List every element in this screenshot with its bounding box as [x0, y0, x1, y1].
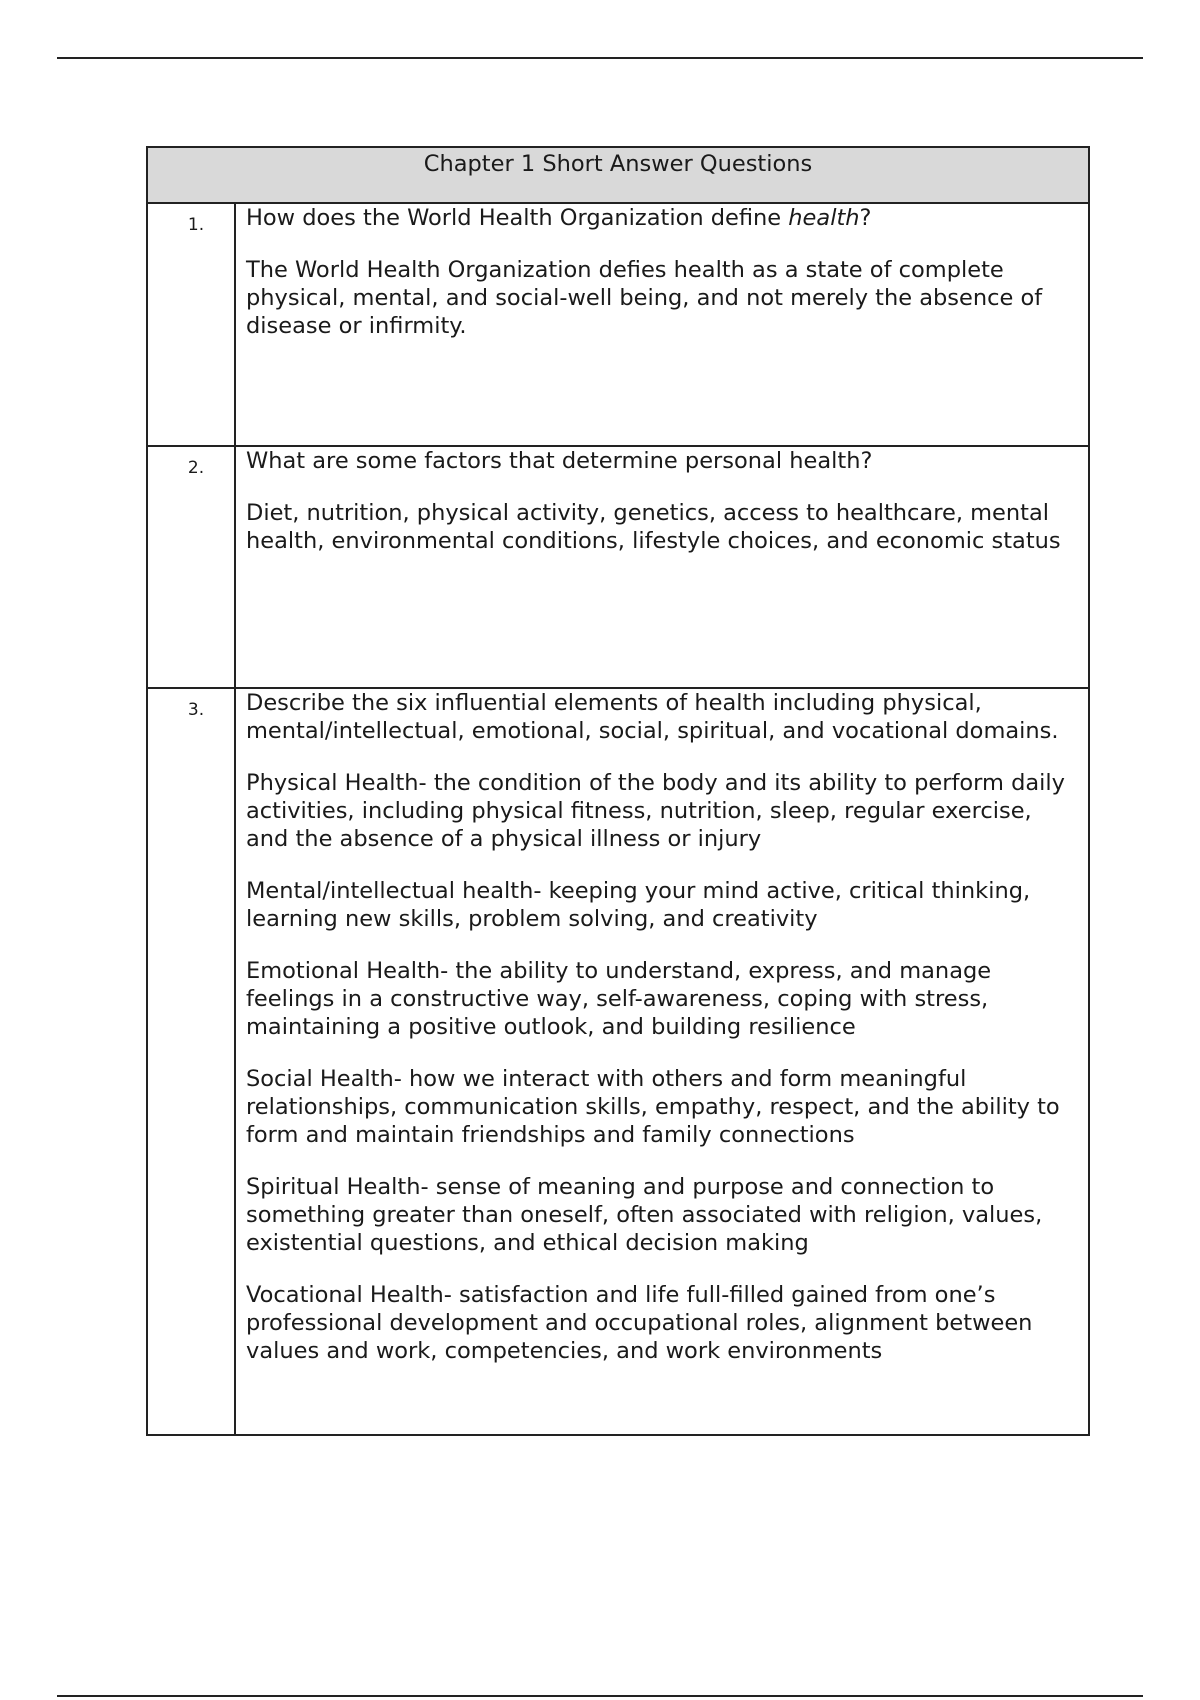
- page-header-rule: [57, 57, 1143, 59]
- answer-text-spiritual: Spiritual Health- sense of meaning and purpose and connection to something greater than oneself, often associated with religion, values, existential questions, and ethical decision making: [246, 1174, 1043, 1256]
- question-cell: [235, 203, 1089, 446]
- question-text-italic: health: [788, 205, 860, 231]
- answer-text-emotional: Emotional Health- the ability to understand, express, and manage feelings in a constructive way, self-awareness, coping with stress, maintaining a positive outlook, and building resilience: [246, 958, 992, 1040]
- answer-text: The World Health Organization defies health as a state of complete physical, mental, and social-well being, and not merely the absence of disease or infirmity.: [246, 257, 1043, 339]
- answer-text-social: Social Health- how we interact with others and form meaningful relationships, communication skills, empathy, respect, and the ability to form and maintain friendships and family connections: [246, 1066, 1060, 1148]
- question-number: 1.: [147, 203, 235, 446]
- question-cell: [235, 688, 1089, 1435]
- short-answer-table: [146, 146, 1090, 1436]
- answer-text-vocational: Vocational Health- satisfaction and life full-filled gained from one’s professional development and occupational roles, alignment between values and work, competencies, and work environments: [246, 1282, 1033, 1364]
- question-text: Describe the six influential elements of health including physical, mental/intellectual, emotional, social, spiritual, and vocational domains.: [246, 690, 1059, 744]
- question-text-prefix: How does the World Health Organization define: [246, 205, 789, 231]
- question-text: [246, 204, 1078, 232]
- answer-text-mental: Mental/intellectual health- keeping your mind active, critical thinking, learning new skills, problem solving, and creativity: [246, 878, 1031, 932]
- table-title: Chapter 1 Short Answer Questions: [147, 147, 1089, 203]
- answer-text-physical: Physical Health- the condition of the body and its ability to perform daily activities, including physical fitness, nutrition, sleep, regular exercise, and the absence of a physical illness or injury: [246, 770, 1065, 852]
- table-row: [147, 446, 1089, 688]
- answer-text: Diet, nutrition, physical activity, genetics, access to healthcare, mental health, environmental conditions, lifestyle choices, and economic status: [246, 500, 1061, 554]
- question-text: What are some factors that determine personal health?: [246, 448, 873, 474]
- question-number: 2.: [147, 446, 235, 688]
- table-header-row: [147, 147, 1089, 203]
- table-row: [147, 203, 1089, 446]
- question-cell: [235, 446, 1089, 688]
- page-footer-rule: [57, 1695, 1143, 1697]
- table-row: [147, 688, 1089, 1435]
- question-text-suffix: ?: [859, 205, 872, 231]
- question-number: 3.: [147, 688, 235, 1435]
